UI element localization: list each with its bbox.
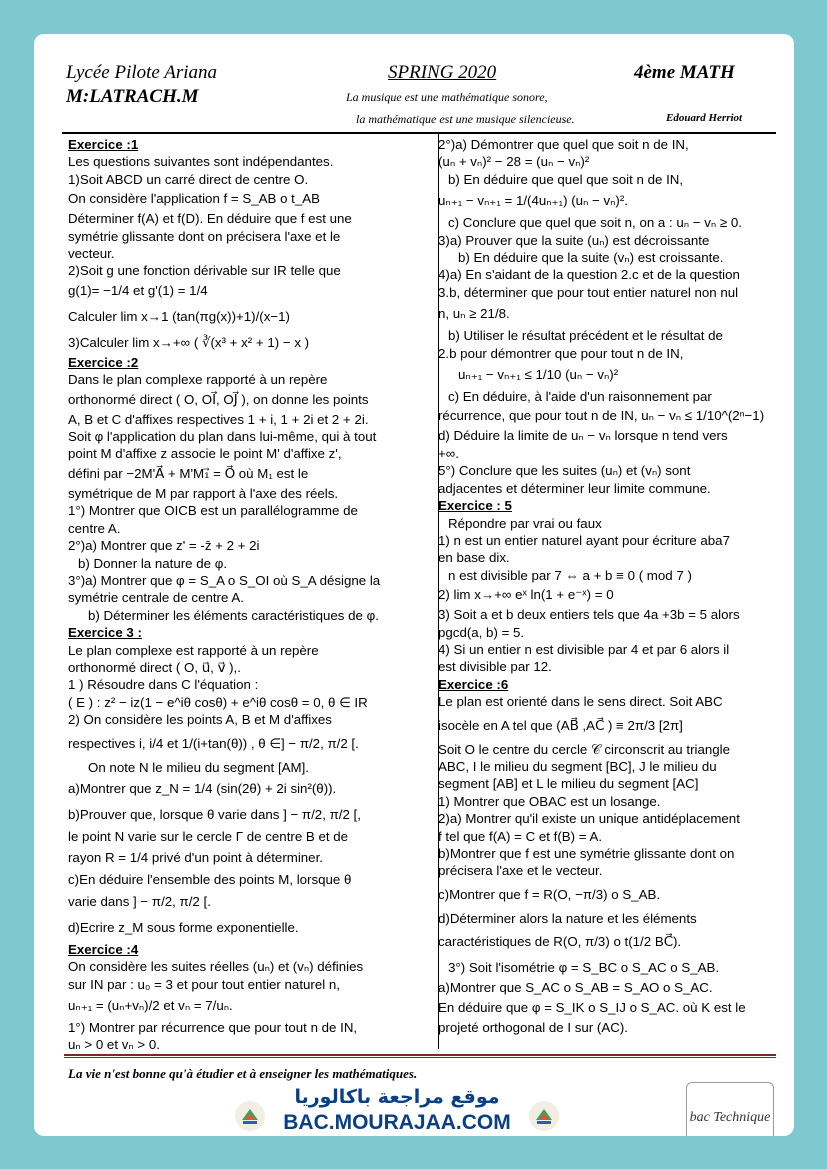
text-line: (uₙ + vₙ)² − 28 = (uₙ − vₙ)² bbox=[438, 154, 590, 170]
text-line: sur IN par : u₀ = 3 et pour tout entier naturel n, bbox=[68, 976, 340, 992]
text-line: vecteur. bbox=[68, 246, 115, 262]
exercise-heading: Exercice :6 bbox=[438, 676, 509, 692]
text-line: précisera l'axe et le vecteur. bbox=[438, 863, 603, 879]
text-line: varie dans ] − π/2, π/2 [. bbox=[68, 893, 211, 909]
text-line: défini par −2M'A⃗ + M'M₁⃗ = O⃗ où M₁ est le bbox=[68, 465, 309, 481]
text-line: 3) Soit a et b deux entiers tels que 4a +3b = 5 alors bbox=[438, 607, 740, 623]
text-line: pgcd(a, b) = 5. bbox=[438, 624, 525, 640]
text-line: 4)a) En s'aidant de la question 2.c et de la question bbox=[438, 267, 740, 283]
text-line: Soit φ l'application du plan dans lui-même, qui à tout bbox=[68, 429, 377, 445]
text-line: rayon R = 1/4 privé d'un point à déterminer. bbox=[68, 850, 323, 866]
text-line: En déduire que φ = S_IK o S_IJ o S_AC. où K est le bbox=[438, 999, 746, 1015]
text-line: c)Montrer que f = R(O, −π/3) o S_AB. bbox=[438, 886, 661, 902]
text-line: uₙ₊₁ = (uₙ+vₙ)/2 et vₙ = 7/uₙ. bbox=[68, 998, 233, 1013]
text-line: b) Utiliser le résultat précédent et le résultat de bbox=[448, 328, 723, 344]
site-logo-left bbox=[234, 1100, 266, 1132]
text-line: Le plan complexe est rapporté à un repère bbox=[68, 642, 319, 658]
text-line: récurrence, que pour tout n de IN, uₙ − vₙ ≤ 1/10^(2ⁿ−1) bbox=[438, 408, 765, 424]
text-line: respectives i, i/4 et 1/(i+tan(θ)) , θ ∈] − π/2, π/2 [. bbox=[68, 735, 359, 751]
text-line: point M d'affixe z associe le point M' d'affixe z', bbox=[68, 446, 342, 462]
header-divider bbox=[62, 132, 776, 134]
text-line: b) En déduire que quel que soit n de IN, bbox=[448, 171, 684, 187]
header bbox=[58, 62, 776, 132]
text-line: 3.b, déterminer que pour tout entier naturel non nul bbox=[438, 284, 739, 300]
text-line: b) En déduire que la suite (vₙ) est croissante. bbox=[458, 250, 724, 266]
text-line: 2°)a) Montrer que z' = -z̄ + 2 + 2i bbox=[68, 538, 260, 554]
text-line: b) Déterminer les éléments caractéristiques de φ. bbox=[88, 607, 379, 623]
text-line: Les questions suivantes sont indépendantes. bbox=[68, 154, 334, 170]
exercise-heading: Exercice : 5 bbox=[438, 498, 512, 514]
text-line: On note N le milieu du segment [AM]. bbox=[88, 759, 309, 775]
level-label: 4ème MATH bbox=[634, 62, 735, 83]
text-line: a)Montrer que z_N = 1/4 (sin(2θ) + 2i sin²(θ)). bbox=[68, 780, 337, 796]
text-line: 3)Calculer lim x→+∞ ( ∛(x³ + x² + 1) − x ) bbox=[68, 334, 310, 350]
text-line: 2°)a) Démontrer que quel que soit n de IN, bbox=[438, 137, 689, 152]
text-line: symétrie centrale de centre A. bbox=[68, 590, 244, 606]
site-brand[interactable] bbox=[282, 1084, 512, 1136]
text-line: d)Déterminer alors la nature et les éléments bbox=[438, 910, 697, 926]
text-line: b)Prouver que, lorsque θ varie dans ] − π/2, π/2 [, bbox=[68, 806, 361, 822]
site-logo-right bbox=[528, 1100, 560, 1132]
text-line: 2) lim x→+∞ eˣ ln(1 + e⁻ˣ) = 0 bbox=[438, 587, 614, 603]
text-line: 1) n est un entier naturel ayant pour écriture aba7 bbox=[438, 532, 730, 548]
text-line: caractéristiques de R(O, π/3) o t(1/2 BC⃗). bbox=[438, 934, 682, 950]
text-line: Soit O le centre du cercle 𝒞 circonscrit au triangle bbox=[438, 741, 731, 757]
text-line: A, B et C d'affixes respectives 1 + i, 1 + 2i et 2 + 2i. bbox=[68, 411, 369, 427]
text-line: uₙ₊₁ − vₙ₊₁ ≤ 1/10 (uₙ − vₙ)² bbox=[458, 367, 619, 383]
text-line: g(1)= −1/4 et g'(1) = 1/4 bbox=[68, 282, 208, 298]
text-line: uₙ > 0 et vₙ > 0. bbox=[68, 1037, 160, 1053]
session-label: SPRING 2020 bbox=[388, 62, 497, 83]
text-line: 2) On considère les points A, B et M d'affixes bbox=[68, 712, 332, 728]
exam-sheet bbox=[34, 34, 794, 1136]
text-line: projeté orthogonal de I sur (AC). bbox=[438, 1019, 628, 1035]
text-line: 1°) Montrer par récurrence que pour tout n de IN, bbox=[68, 1020, 358, 1035]
text-line: symétrique de M par rapport à l'axe des réels. bbox=[68, 485, 339, 501]
left-column bbox=[68, 136, 434, 1054]
header-quote-line2: la mathématique est une musique silencieuse. bbox=[356, 112, 575, 126]
text-line: symétrie glissante dont on précisera l'axe et le bbox=[68, 228, 341, 244]
text-line: orthonormé direct ( O, OI⃗, OJ⃗ ), on donne les points bbox=[68, 391, 369, 407]
text-line: 4) Si un entier n est divisible par 4 et par 6 alors il bbox=[438, 641, 730, 657]
text-line: le point N varie sur le cercle Γ de centre B et de bbox=[68, 828, 349, 844]
text-line: 3)a) Prouver que la suite (uₙ) est décroissante bbox=[438, 232, 710, 248]
text-line: On considère les suites réelles (uₙ) et (vₙ) définies bbox=[68, 959, 364, 975]
text-line: centre A. bbox=[68, 520, 121, 536]
text-line: 3°) Soit l'isométrie φ = S_BC o S_AC o S_AB. bbox=[448, 960, 720, 976]
exercise-heading: Exercice :4 bbox=[68, 941, 139, 957]
header-quote-line1: La musique est une mathématique sonore, bbox=[346, 90, 548, 104]
text-line: segment [AB] et L le milieu du segment [AC] bbox=[438, 776, 699, 792]
footer-quote: La vie n'est bonne qu'à étudier et à enseigner les mathématiques. bbox=[68, 1066, 418, 1081]
text-line: Déterminer f(A) et f(D). En déduire que f est une bbox=[68, 211, 352, 227]
text-line: 5°) Conclure que les suites (uₙ) et (vₙ) sont bbox=[438, 463, 691, 479]
exercise-heading: Exercice :2 bbox=[68, 354, 139, 370]
text-line: 2)a) Montrer qu'il existe un unique antidéplacement bbox=[438, 811, 740, 827]
site-brand-url: BAC.MOURAJAA.COM bbox=[283, 1111, 511, 1134]
text-line: 2.b pour démontrer que pour tout n de IN, bbox=[438, 345, 684, 361]
header-quote-author: Edouard Herriot bbox=[666, 112, 743, 124]
text-line: c) Conclure que quel que soit n, on a : uₙ − vₙ ≥ 0. bbox=[448, 215, 742, 231]
text-line: 1) Montrer que OBAC est un losange. bbox=[438, 793, 661, 809]
text-line: +∞. bbox=[438, 445, 459, 461]
text-line: d)Ecrire z_M sous forme exponentielle. bbox=[68, 919, 299, 935]
text-line: Calculer lim x→1 (tan(πg(x))+1)/(x−1) bbox=[68, 308, 290, 324]
text-line: a)Montrer que S_AC o S_AB = S_AO o S_AC. bbox=[438, 980, 713, 996]
text-line: 1 ) Résoudre dans C l'équation : bbox=[68, 677, 259, 693]
exercise-heading: Exercice 3 : bbox=[68, 625, 142, 641]
text-line: adjacentes et déterminer leur limite commune. bbox=[438, 480, 711, 496]
text-line: b)Montrer que f est une symétrie glissante dont on bbox=[438, 846, 735, 861]
text-line: isocèle en A tel que (AB⃗ ,AC⃗ ) ≡ 2π/3 [2π] bbox=[438, 717, 683, 733]
text-line: en base dix. bbox=[438, 550, 510, 566]
text-line: ( E ) : z² − iz(1 − e^iθ cosθ) + e^iθ cosθ = 0, θ ∈ IR bbox=[68, 694, 368, 710]
school-name: Lycée Pilote Ariana bbox=[66, 62, 218, 83]
text-line: ABC, I le milieu du segment [BC], J le milieu du bbox=[438, 758, 717, 774]
text-line: Le plan est orienté dans le sens direct. Soit ABC bbox=[438, 694, 723, 710]
teacher-name: M:LATRACH.M bbox=[66, 86, 199, 107]
text-line: c)En déduire l'ensemble des points M, lorsque θ bbox=[68, 872, 352, 888]
text-line: On considère l'application f = S_AB o t_AB bbox=[68, 191, 321, 207]
text-line: orthonormé direct ( O, u⃗, v⃗ ),. bbox=[68, 659, 241, 675]
text-line: est divisible par 12. bbox=[438, 659, 552, 675]
right-column bbox=[438, 136, 790, 1036]
text-line: c) En déduire, à l'aide d'un raisonnement par bbox=[448, 389, 712, 405]
text-line: d) Déduire la limite de uₙ − vₙ lorsque n tend vers bbox=[438, 428, 728, 444]
text-line: n, uₙ ≥ 21/8. bbox=[438, 306, 510, 322]
text-line: 1°) Montrer que OICB est un parallélogramme de bbox=[68, 503, 358, 519]
footer-divider bbox=[64, 1054, 776, 1058]
site-brand-arabic: موقع مراجعة باكالوريا bbox=[294, 1086, 500, 1108]
text-line: Répondre par vrai ou faux bbox=[448, 515, 602, 531]
text-line: uₙ₊₁ − vₙ₊₁ = 1/(4uₙ₊₁) (uₙ − vₙ)². bbox=[438, 193, 628, 209]
text-line: 2)Soit g une fonction dérivable sur IR telle que bbox=[68, 263, 341, 279]
text-line: Dans le plan complexe rapporté à un repère bbox=[68, 372, 328, 388]
text-line: n est divisible par 7 ⇔ a + b ≡ 0 ( mod 7 ) bbox=[448, 567, 692, 583]
text-line: 1)Soit ABCD un carré direct de centre O. bbox=[68, 171, 309, 187]
text-line: b) Donner la nature de φ. bbox=[78, 555, 228, 571]
exercise-heading: Exercice :1 bbox=[68, 137, 139, 152]
bac-technique-badge: bac Technique bbox=[686, 1082, 774, 1136]
text-line: 3°)a) Montrer que φ = S_A o S_OI où S_A désigne la bbox=[68, 572, 381, 588]
text-line: f tel que f(A) = C et f(B) = A. bbox=[438, 828, 603, 844]
